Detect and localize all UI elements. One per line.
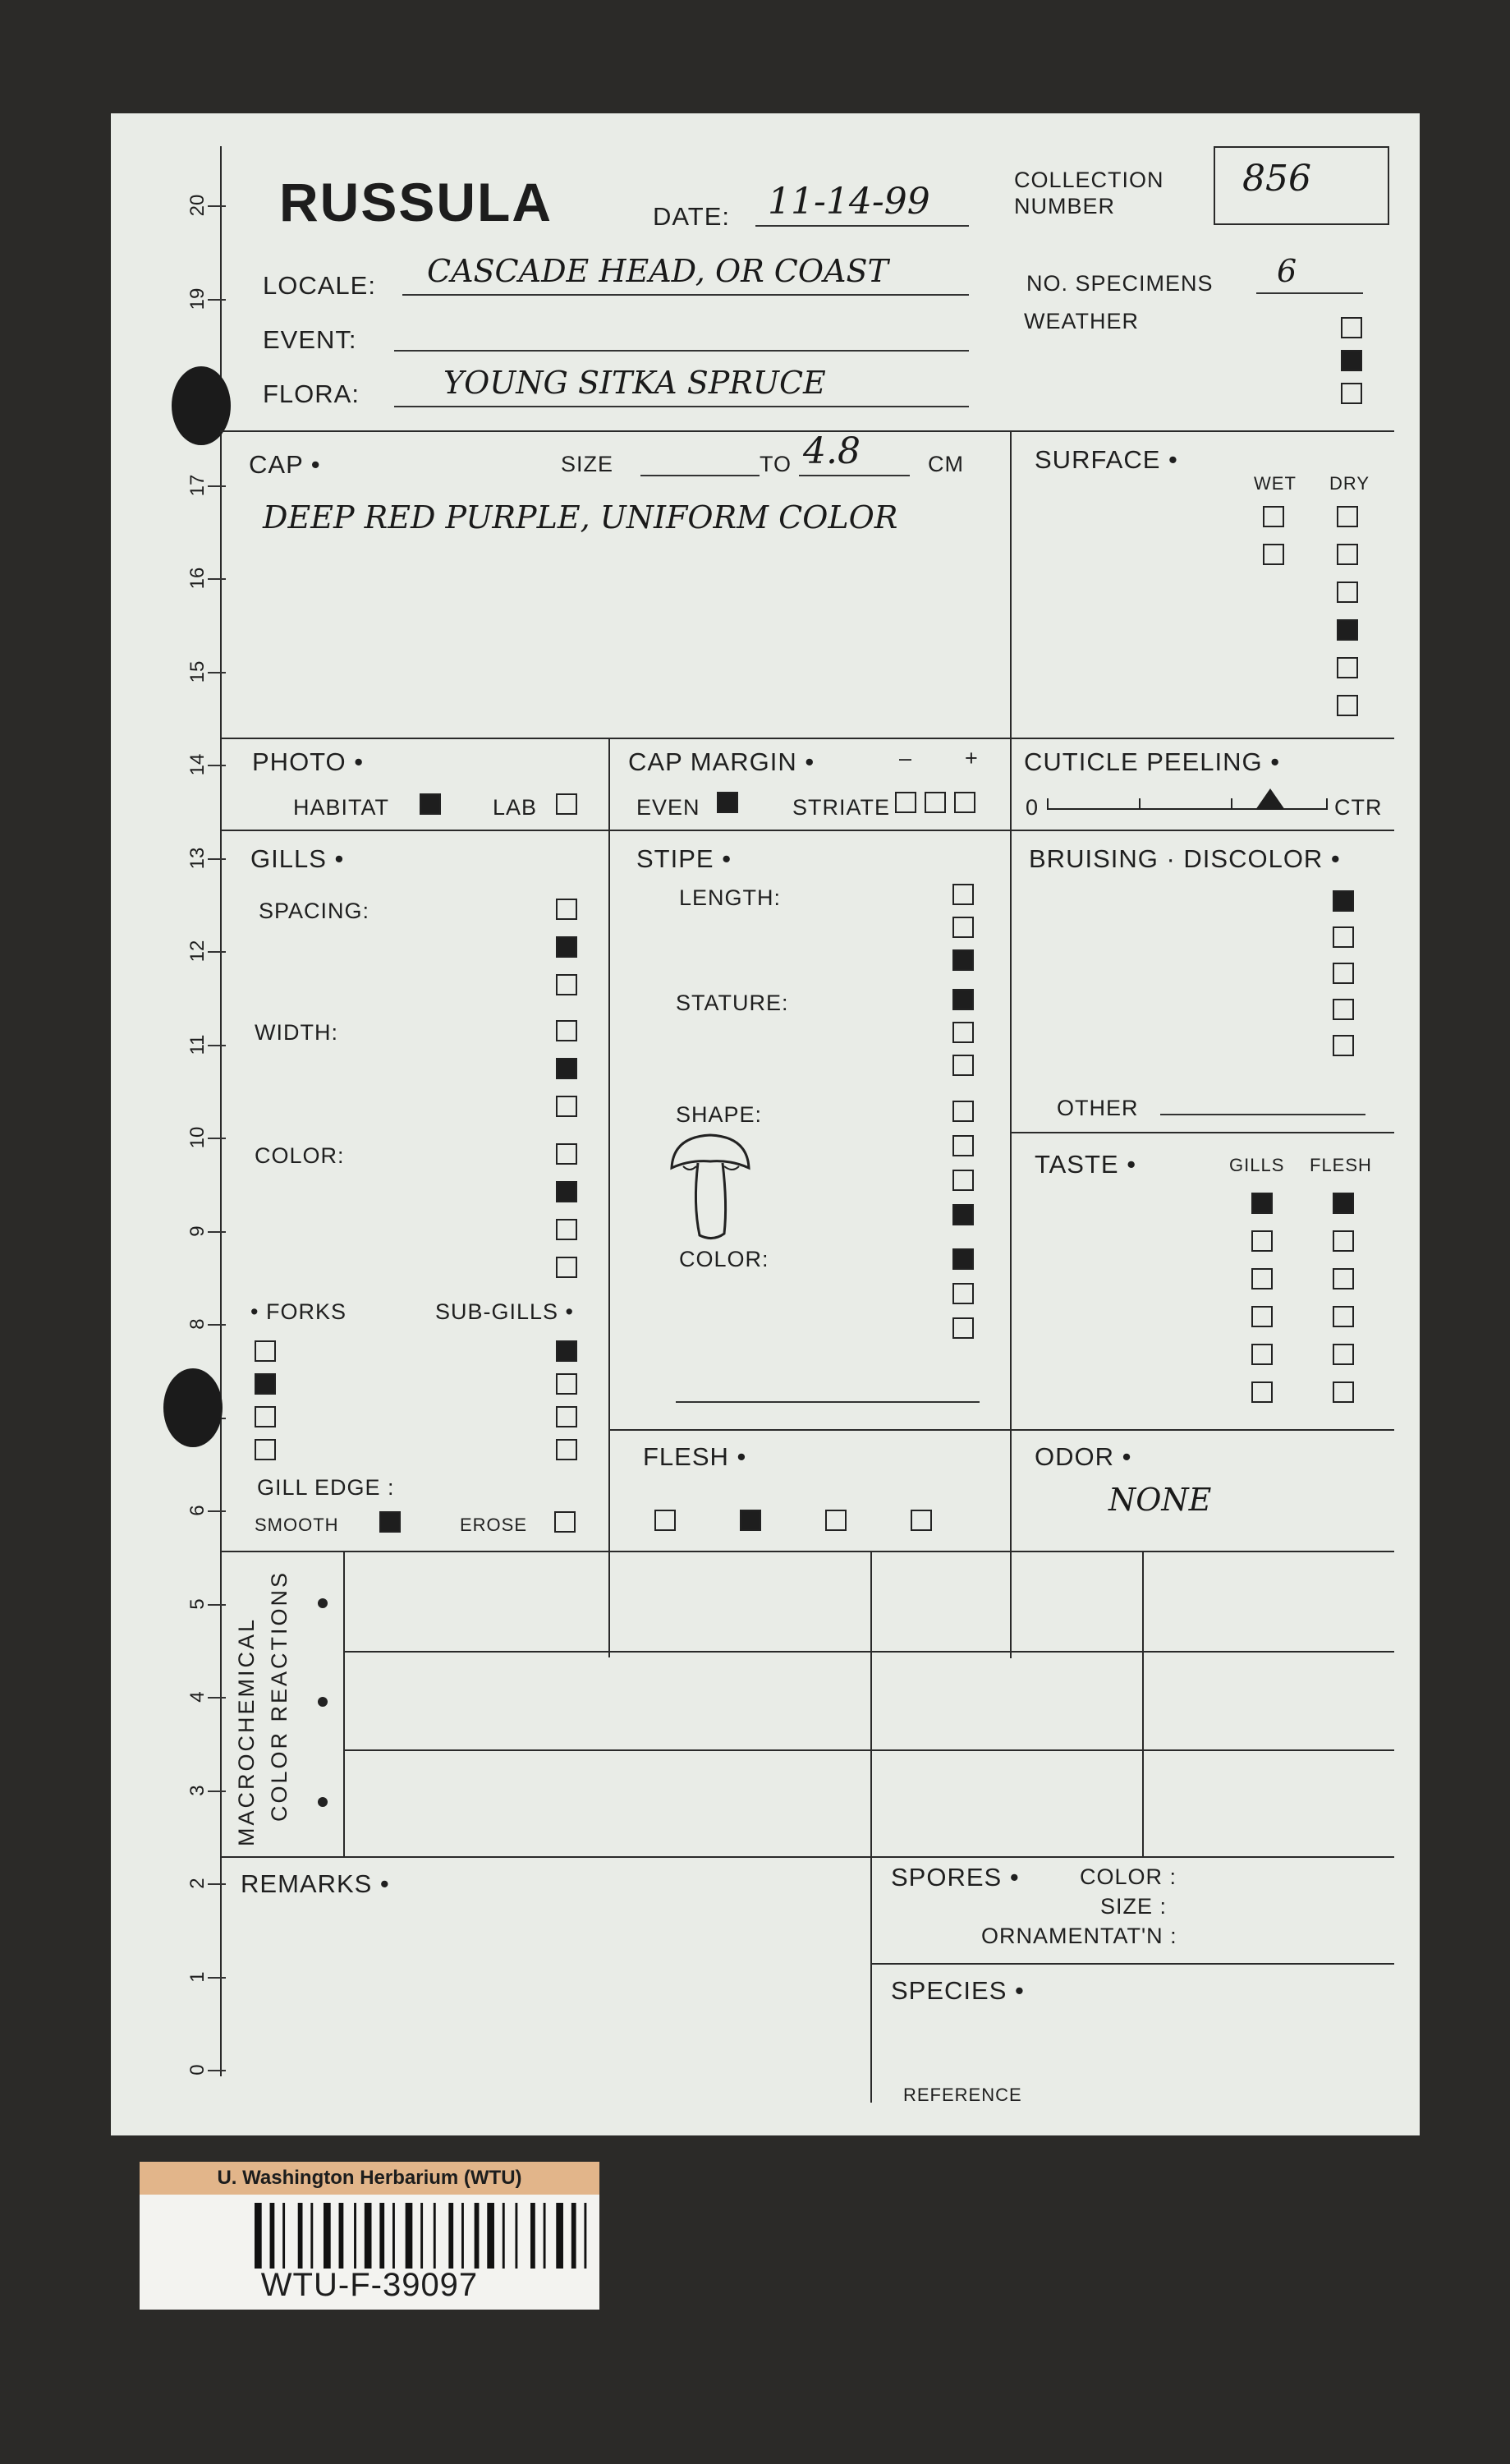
ruler-number: 5 [186, 1597, 209, 1610]
barcode-bar [434, 2203, 436, 2269]
taste-mild-gills-checkbox[interactable] [1251, 1193, 1273, 1214]
cap-margin-striate-checkbox-1[interactable] [895, 792, 916, 813]
macro-row-dot [318, 1598, 328, 1608]
gills-subgills-label: SUB-GILLS • [435, 1299, 575, 1324]
locale-value: CASCADE HEAD, OR COAST [427, 253, 888, 289]
stipe-length-cap-checkbox[interactable] [952, 884, 974, 905]
cap-margin-striate-label: STRIATE [792, 795, 891, 820]
field-data-sheet [111, 113, 1420, 2135]
grid-line [608, 738, 610, 1657]
taste-flesh-label: FLESH [1310, 1155, 1372, 1175]
barcode-bar [544, 2203, 546, 2269]
barcode-bar [571, 2203, 576, 2269]
barcode-bar [461, 2203, 464, 2269]
macro-row-dot [318, 1797, 328, 1807]
taste-mild-then-hot-flesh-checkbox[interactable] [1333, 1230, 1354, 1252]
bruising-other-label: OTHER [1057, 1096, 1139, 1120]
gills-spacing-close-checkbox[interactable] [556, 899, 577, 920]
weather-dry-checkbox[interactable] [1341, 317, 1362, 338]
locale-label: LOCALE: [263, 271, 376, 300]
locale-underline [402, 294, 969, 296]
stipe-color-label: COLOR: [679, 1247, 769, 1271]
subgills-abundant-checkbox[interactable] [556, 1439, 577, 1460]
cuticle-scale-tick [1047, 798, 1049, 810]
flesh-soft-checkbox[interactable] [825, 1510, 847, 1531]
barcode-bar [354, 2203, 356, 2269]
date-value: 11-14-99 [768, 181, 930, 223]
ruler-tick [208, 858, 226, 860]
barcode-bar [448, 2203, 453, 2269]
stipe-shape-taper-dn-checkbox[interactable] [952, 1135, 974, 1156]
photo-lab-label: LAB [493, 795, 538, 820]
surface-viscid-wet-checkbox[interactable] [1263, 506, 1284, 527]
grid-line [220, 1551, 1394, 1552]
surface-shining-dry-checkbox[interactable] [1337, 582, 1358, 603]
ruler-number: 9 [186, 1225, 209, 1237]
gills-color-label: COLOR: [255, 1143, 345, 1168]
event-label: EVENT: [263, 325, 357, 354]
flesh-hard-checkbox[interactable] [654, 1510, 676, 1531]
ruler-number: 8 [186, 1318, 209, 1330]
odor-label: ODOR • [1035, 1442, 1132, 1471]
ruler-tick [208, 1138, 226, 1139]
grid-line [1142, 1551, 1144, 1856]
ruler-number: 20 [186, 194, 209, 217]
ruler-number: 4 [186, 1691, 209, 1703]
gills-width-medium-checkbox[interactable] [556, 1058, 577, 1079]
taste-medium-hot-flesh-checkbox[interactable] [1333, 1306, 1354, 1327]
cap-notes: DEEP RED PURPLE, UNIFORM COLOR [263, 499, 898, 536]
photo-habitat-label: HABITAT [293, 795, 390, 820]
gills-width-narrow-checkbox[interactable] [556, 1020, 577, 1041]
stipe-stature-stout-checkbox[interactable] [952, 989, 974, 1010]
gills-forks-label: • FORKS [250, 1299, 347, 1324]
taste-slightly-hot-gills-checkbox[interactable] [1251, 1268, 1273, 1289]
form-title: RUSSULA [279, 172, 553, 232]
barcode-bar [298, 2203, 303, 2269]
spores-ornamentation-label: ORNAMENTAT'N : [981, 1924, 1177, 1948]
collection-label-1: COLLECTION [1014, 168, 1164, 192]
weather-label: WEATHER [1024, 309, 1139, 333]
cuticle-level-marker-icon [1255, 788, 1285, 810]
gill-edge-smooth-label: SMOOTH [255, 1515, 339, 1535]
barcode-bar [406, 2203, 413, 2269]
event-underline [394, 350, 969, 352]
stipe-other-line [676, 1401, 980, 1403]
barcode-bar [324, 2203, 331, 2269]
spores-label: SPORES • [891, 1863, 1020, 1892]
stipe-length-label: LENGTH: [679, 885, 782, 910]
herbarium-barcode-label [140, 2162, 599, 2310]
subgills-few-checkbox[interactable] [556, 1373, 577, 1395]
barcode-bar [270, 2203, 275, 2269]
punch-hole-bottom [163, 1368, 223, 1447]
taste-medium-hot-gills-checkbox[interactable] [1251, 1306, 1273, 1327]
cuticle-scale [1047, 793, 1342, 818]
barcode-bar [530, 2203, 535, 2269]
surface-cracked-dry-checkbox[interactable] [1337, 695, 1358, 716]
cap-size-to-line [799, 475, 910, 476]
subgills-common-checkbox[interactable] [556, 1406, 577, 1427]
date-label: DATE: [653, 202, 730, 231]
ruler-tick [208, 1977, 226, 1979]
specimens-label: NO. SPECIMENS [1026, 271, 1214, 296]
taste-slightly-hot-flesh-checkbox[interactable] [1333, 1268, 1354, 1289]
grid-line [870, 1856, 872, 2103]
cap-margin-label: CAP MARGIN • [628, 747, 815, 776]
spores-color-label: COLOR : [1080, 1864, 1177, 1889]
stipe-length-cap-checkbox[interactable] [952, 917, 974, 938]
ruler-tick [208, 672, 226, 673]
grid-line [608, 1429, 1394, 1431]
cap-margin-even-checkbox[interactable] [717, 792, 738, 813]
ruler-number: 3 [186, 1784, 209, 1796]
gill-edge-label: GILL EDGE : [257, 1475, 395, 1500]
surface-smooth-wet-checkbox[interactable] [1263, 544, 1284, 565]
stipe-color-gray-checkbox[interactable] [952, 1283, 974, 1304]
ruler-number: 14 [186, 753, 209, 776]
flora-underline [394, 406, 969, 407]
ruler-tick [208, 299, 226, 301]
grid-line [870, 1551, 872, 1856]
gill-edge-erose-label: EROSE [460, 1515, 528, 1535]
grid-line [220, 1856, 1394, 1858]
barcode-bar [339, 2203, 344, 2269]
cuticle-end: CTR [1334, 795, 1383, 820]
collection-number-value: 856 [1242, 158, 1311, 200]
ruler-tick [208, 485, 226, 487]
ruler-tick [208, 1697, 226, 1699]
surface-viscid-dry-checkbox[interactable] [1337, 506, 1358, 527]
cuticle-scale-tick [1326, 798, 1328, 810]
macro-side-label-1: MACROCHEMICAL [234, 1616, 259, 1846]
taste-bitter-flesh-checkbox[interactable] [1333, 1381, 1354, 1403]
forks-few-checkbox[interactable] [255, 1373, 276, 1395]
barcode-bar [365, 2203, 372, 2269]
cap-to-label: TO [760, 452, 792, 476]
cap-size-value: 4.8 [803, 430, 861, 472]
ruler-number: 16 [186, 567, 209, 590]
barcode-bar [556, 2203, 563, 2269]
barcode-bar [487, 2203, 494, 2269]
barcode-bar [310, 2203, 313, 2269]
cuticle-scale-tick [1139, 798, 1141, 810]
stipe-shape-cylindric-checkbox[interactable] [952, 1101, 974, 1122]
ruler-number: 13 [186, 847, 209, 869]
ruler-tick [208, 205, 226, 207]
flora-label: FLORA: [263, 379, 360, 408]
stipe-shape-label: SHAPE: [676, 1102, 763, 1127]
grid-line [870, 1963, 1394, 1965]
gills-color-yellow-checkbox[interactable] [556, 1219, 577, 1240]
barcode-bar [392, 2203, 395, 2269]
bruising-red-then-black-checkbox[interactable] [1333, 926, 1354, 948]
ruler-number: 17 [186, 474, 209, 496]
bruising-other-line [1160, 1114, 1365, 1115]
surface-wet-label: WET [1254, 473, 1297, 494]
cuticle-label: CUTICLE PEELING • [1024, 747, 1281, 776]
photo-label: PHOTO • [252, 747, 365, 776]
ruler-tick [208, 1791, 226, 1792]
gills-color-ochre-checkbox[interactable] [556, 1257, 577, 1278]
grid-line [343, 1749, 1394, 1751]
spores-size-label: SIZE : [1100, 1894, 1168, 1919]
taste-mild-flesh-checkbox[interactable] [1333, 1193, 1354, 1214]
ruler-number: 1 [186, 1970, 209, 1983]
cap-unit: CM [928, 452, 964, 476]
taste-label: TASTE • [1035, 1150, 1137, 1179]
taste-mild-then-hot-gills-checkbox[interactable] [1251, 1230, 1273, 1252]
specimens-value: 6 [1277, 253, 1297, 289]
gill-edge-erose-checkbox[interactable] [554, 1511, 576, 1533]
taste-very-hot-gills-checkbox[interactable] [1251, 1344, 1273, 1365]
grid-line [343, 1551, 345, 1856]
taste-very-hot-flesh-checkbox[interactable] [1333, 1344, 1354, 1365]
gills-spacing-label: SPACING: [259, 899, 370, 923]
ruler-tick [208, 578, 226, 580]
gills-spacing-distant-checkbox[interactable] [556, 974, 577, 995]
forks-none-checkbox[interactable] [255, 1340, 276, 1362]
ruler-number: 15 [186, 660, 209, 683]
barcode-bar [515, 2203, 517, 2269]
barcode-bar [475, 2203, 480, 2269]
subgills-none-checkbox[interactable] [556, 1340, 577, 1362]
reference-label: REFERENCE [903, 2085, 1022, 2105]
flesh-label: FLESH • [643, 1442, 747, 1471]
cap-margin-even-label: EVEN [636, 795, 700, 820]
date-underline [755, 225, 969, 227]
ruler-tick [208, 951, 226, 953]
stipe-label: STIPE • [636, 844, 732, 873]
weather-moist-checkbox[interactable] [1341, 350, 1362, 371]
surface-smooth-dry-checkbox[interactable] [1337, 544, 1358, 565]
forks-common-checkbox[interactable] [255, 1406, 276, 1427]
grid-line [220, 830, 1394, 831]
specimens-underline [1256, 292, 1363, 294]
cuticle-start: 0 [1026, 795, 1040, 820]
odor-value: NONE [1108, 1482, 1212, 1518]
collection-label-2: NUMBER [1014, 194, 1116, 218]
barcode-icon [255, 2203, 599, 2269]
bruising-unchanging-checkbox[interactable] [1333, 890, 1354, 912]
flora-value: YOUNG SITKA SPRUCE [443, 365, 826, 401]
barcode-bar [584, 2203, 586, 2269]
ruler-tick [208, 2070, 226, 2071]
cap-margin-striate-checkbox-3[interactable] [954, 792, 975, 813]
stipe-color-other-checkbox[interactable] [952, 1317, 974, 1339]
macro-row-dot [318, 1697, 328, 1707]
cap-margin-plus: + [965, 746, 979, 770]
barcode-bar [420, 2203, 423, 2269]
photo-habitat-checkbox[interactable] [420, 793, 441, 815]
cap-size-label: SIZE [561, 452, 614, 476]
cap-margin-minus: – [899, 746, 913, 770]
stipe-stature-label: STATURE: [676, 991, 789, 1015]
ruler-tick [208, 1604, 226, 1606]
ruler-number: 19 [186, 287, 209, 310]
stipe-color-white-checkbox[interactable] [952, 1248, 974, 1270]
ruler-tick [208, 1510, 226, 1512]
ruler-tick [208, 765, 226, 766]
gills-width-label: WIDTH: [255, 1020, 338, 1045]
gills-label: GILLS • [250, 844, 345, 873]
bruising-brown-checkbox[interactable] [1333, 1035, 1354, 1056]
stipe-stature-medium-checkbox[interactable] [952, 1022, 974, 1043]
grid-line [1010, 1132, 1394, 1133]
taste-bitter-gills-checkbox[interactable] [1251, 1381, 1273, 1403]
stipe-length-cap-checkbox[interactable] [952, 949, 974, 971]
taste-gills-label: GILLS [1229, 1155, 1285, 1175]
bruising-label: BRUISING · DISCOLOR • [1029, 844, 1341, 873]
species-label: SPECIES • [891, 1976, 1025, 2005]
cap-size-from-line [640, 475, 760, 476]
barcode-bar [282, 2203, 285, 2269]
ruler-number: 12 [186, 940, 209, 963]
grid-line [220, 738, 1394, 739]
weather-wet-checkbox[interactable] [1341, 383, 1362, 404]
cap-margin-striate-checkbox-2[interactable] [925, 792, 946, 813]
forks-abundant-checkbox[interactable] [255, 1439, 276, 1460]
ruler-number: 6 [186, 1505, 209, 1516]
gills-spacing-medium-checkbox[interactable] [556, 936, 577, 958]
barcode-bar [255, 2203, 262, 2269]
macro-side-label-2: COLOR REACTIONS [267, 1570, 291, 1822]
specimen-code: WTU-F-39097 [260, 2267, 479, 2303]
gill-edge-smooth-checkbox[interactable] [379, 1511, 401, 1533]
mushroom-sketch-icon [665, 1130, 755, 1245]
stipe-shape-fat-middle-checkbox[interactable] [952, 1170, 974, 1191]
cap-label: CAP • [249, 450, 321, 479]
ruler-tick [208, 1883, 226, 1885]
gills-color-white-checkbox[interactable] [556, 1143, 577, 1165]
surface-matte-dry-checkbox[interactable] [1337, 619, 1358, 641]
ruler-number: 11 [186, 1034, 209, 1055]
ruler-number: 0 [186, 2064, 209, 2076]
flesh-fragile-checkbox[interactable] [911, 1510, 932, 1531]
ruler-number: 2 [186, 1878, 209, 1889]
ruler-tick [208, 1231, 226, 1233]
surface-pruinose-dry-checkbox[interactable] [1337, 657, 1358, 678]
grid-line [343, 1651, 1394, 1653]
surface-dry-label: DRY [1329, 473, 1370, 494]
stipe-shape-fat-base-checkbox[interactable] [952, 1204, 974, 1225]
remarks-label: REMARKS • [241, 1869, 390, 1898]
photo-lab-checkbox[interactable] [556, 793, 577, 815]
punch-hole-top [172, 366, 231, 445]
barcode-bar [379, 2203, 384, 2269]
grid-line [1010, 430, 1012, 1658]
ruler-tick [208, 1324, 226, 1326]
stipe-stature-slim-checkbox[interactable] [952, 1055, 974, 1076]
ruler-number: 10 [186, 1126, 209, 1149]
gills-width-wide-checkbox[interactable] [556, 1096, 577, 1117]
gills-color-cream-checkbox[interactable] [556, 1181, 577, 1202]
bruising-black-checkbox[interactable] [1333, 963, 1354, 984]
barcode-bar [503, 2203, 505, 2269]
cuticle-scale-tick [1231, 798, 1232, 810]
ruler-tick [208, 1045, 226, 1046]
herbarium-name: U. Washington Herbarium (WTU) [217, 2167, 522, 2189]
surface-label: SURFACE • [1035, 445, 1178, 474]
flesh-firm-checkbox[interactable] [740, 1510, 761, 1531]
bruising-gray-checkbox[interactable] [1333, 999, 1354, 1020]
